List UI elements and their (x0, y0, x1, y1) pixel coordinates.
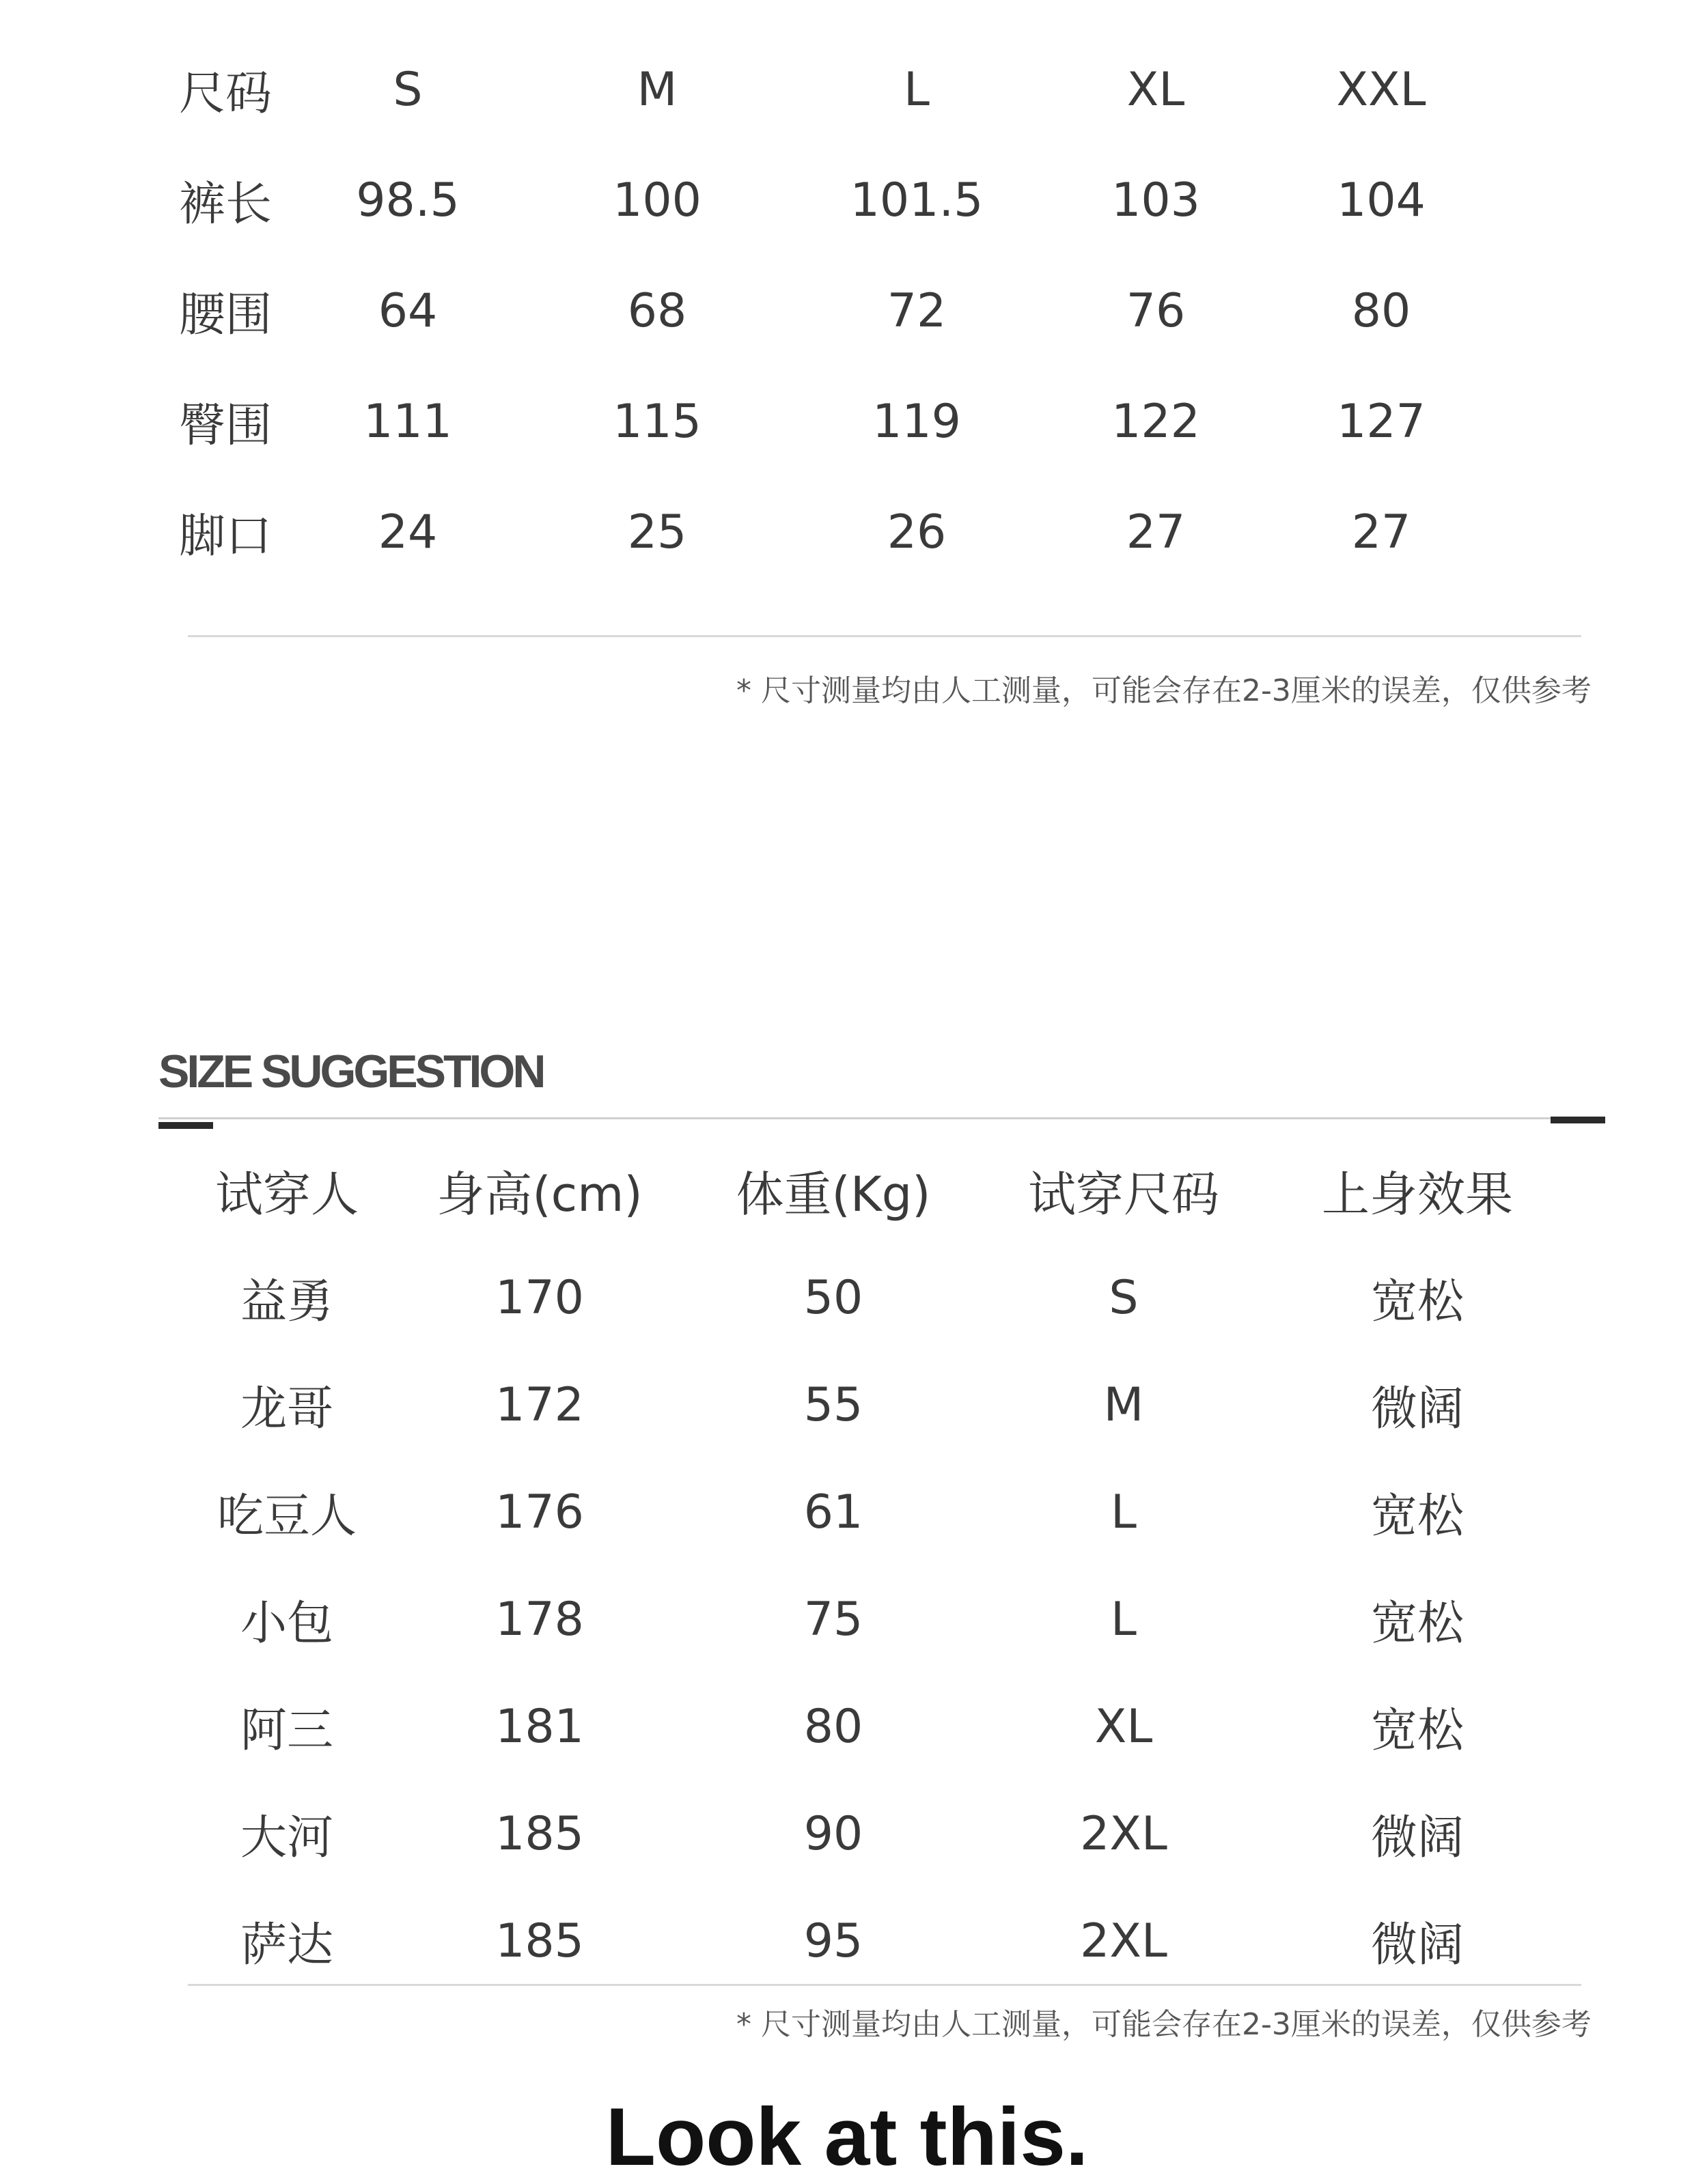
row-label: 小包 (240, 1597, 333, 1651)
size-table-note: * 尺寸测量均由人工测量，可能会存在2-3厘米的误差，仅供参考 (736, 673, 1592, 708)
column-header: 试穿人 (215, 1166, 359, 1222)
table-cell: L (1111, 1593, 1137, 1647)
table-cell: 宽松 (1370, 1597, 1464, 1651)
table-cell: 微阔 (1370, 1918, 1464, 1972)
column-header: M (637, 62, 678, 117)
column-header: S (393, 62, 423, 117)
column-header: XL (1126, 62, 1185, 117)
table-cell: S (1109, 1271, 1139, 1325)
fit-table-divider (188, 1984, 1581, 1986)
table-cell: 宽松 (1370, 1489, 1464, 1543)
table-cell: 50 (803, 1271, 863, 1325)
suggestion-divider (158, 1117, 1593, 1119)
table-cell: 微阔 (1370, 1811, 1464, 1865)
table-cell: 61 (803, 1485, 863, 1539)
table-cell: 100 (613, 173, 702, 227)
row-label: 龙哥 (240, 1382, 333, 1436)
row-label: 脚口 (179, 509, 273, 563)
table-cell: 95 (803, 1914, 863, 1968)
table-cell: XL (1094, 1700, 1153, 1754)
table-cell: 185 (495, 1914, 584, 1968)
table-cell: 127 (1337, 394, 1426, 449)
size-suggestion-heading: SIZE SUGGESTION (158, 1046, 544, 1097)
table-cell: L (1111, 1485, 1137, 1539)
column-header: 尺码 (179, 66, 273, 121)
table-cell: 103 (1111, 173, 1200, 227)
table-cell: 115 (613, 394, 702, 449)
row-label: 吃豆人 (217, 1489, 357, 1543)
size-suggestion-table (178, 1137, 1639, 1995)
size-measurement-table (158, 34, 1627, 587)
column-header: 试穿尺码 (1028, 1166, 1219, 1222)
table-cell: 微阔 (1370, 1382, 1464, 1436)
table-cell: 2XL (1080, 1914, 1167, 1968)
table-cell: 2XL (1080, 1807, 1167, 1861)
table-cell: 185 (495, 1807, 584, 1861)
fit-table-note: * 尺寸测量均由人工测量，可能会存在2-3厘米的误差，仅供参考 (736, 2007, 1592, 2042)
table-cell: 101.5 (850, 173, 984, 227)
table-cell: 26 (887, 505, 947, 559)
table-cell: 111 (363, 394, 452, 449)
table-cell: 119 (872, 394, 961, 449)
table-cell: 72 (887, 283, 947, 338)
table-cell: 55 (803, 1378, 863, 1432)
left-accent-dash (158, 1122, 213, 1129)
table-cell: 181 (495, 1700, 584, 1754)
row-label: 萨达 (240, 1918, 333, 1972)
table-cell: 80 (1351, 283, 1411, 338)
column-header: 体重(Kg) (736, 1166, 931, 1222)
table-cell: 76 (1126, 283, 1186, 338)
table-cell: 172 (495, 1378, 584, 1432)
row-label: 大河 (240, 1811, 333, 1865)
column-header: L (904, 62, 930, 117)
table-cell: 27 (1126, 505, 1186, 559)
row-label: 裤长 (179, 177, 273, 232)
table-cell: 178 (495, 1593, 584, 1647)
column-header: 上身效果 (1322, 1166, 1513, 1222)
table-cell: 25 (627, 505, 687, 559)
table-cell: 170 (495, 1271, 584, 1325)
table-cell: 宽松 (1370, 1275, 1464, 1329)
right-accent-dash (1551, 1117, 1605, 1123)
row-label: 益勇 (240, 1275, 333, 1329)
table-cell: 75 (803, 1593, 863, 1647)
table-cell: 宽松 (1370, 1704, 1464, 1758)
row-label: 阿三 (240, 1704, 333, 1758)
table-cell: 80 (803, 1700, 863, 1754)
table-cell: 104 (1337, 173, 1426, 227)
row-label: 臀围 (179, 398, 273, 453)
table-cell: 176 (495, 1485, 584, 1539)
table-cell: M (1103, 1378, 1144, 1432)
row-label: 腰围 (179, 288, 273, 342)
table-cell: 122 (1111, 394, 1200, 449)
size-table-divider (188, 635, 1581, 637)
table-cell: 27 (1351, 505, 1411, 559)
look-at-this-title: Look at this. (605, 2091, 1089, 2183)
table-cell: 90 (803, 1807, 863, 1861)
table-cell: 68 (627, 283, 687, 338)
column-header: 身高(cm) (436, 1166, 643, 1222)
column-header: XXL (1336, 62, 1426, 117)
table-cell: 24 (378, 505, 438, 559)
table-cell: 64 (378, 283, 438, 338)
table-cell: 98.5 (356, 173, 460, 227)
